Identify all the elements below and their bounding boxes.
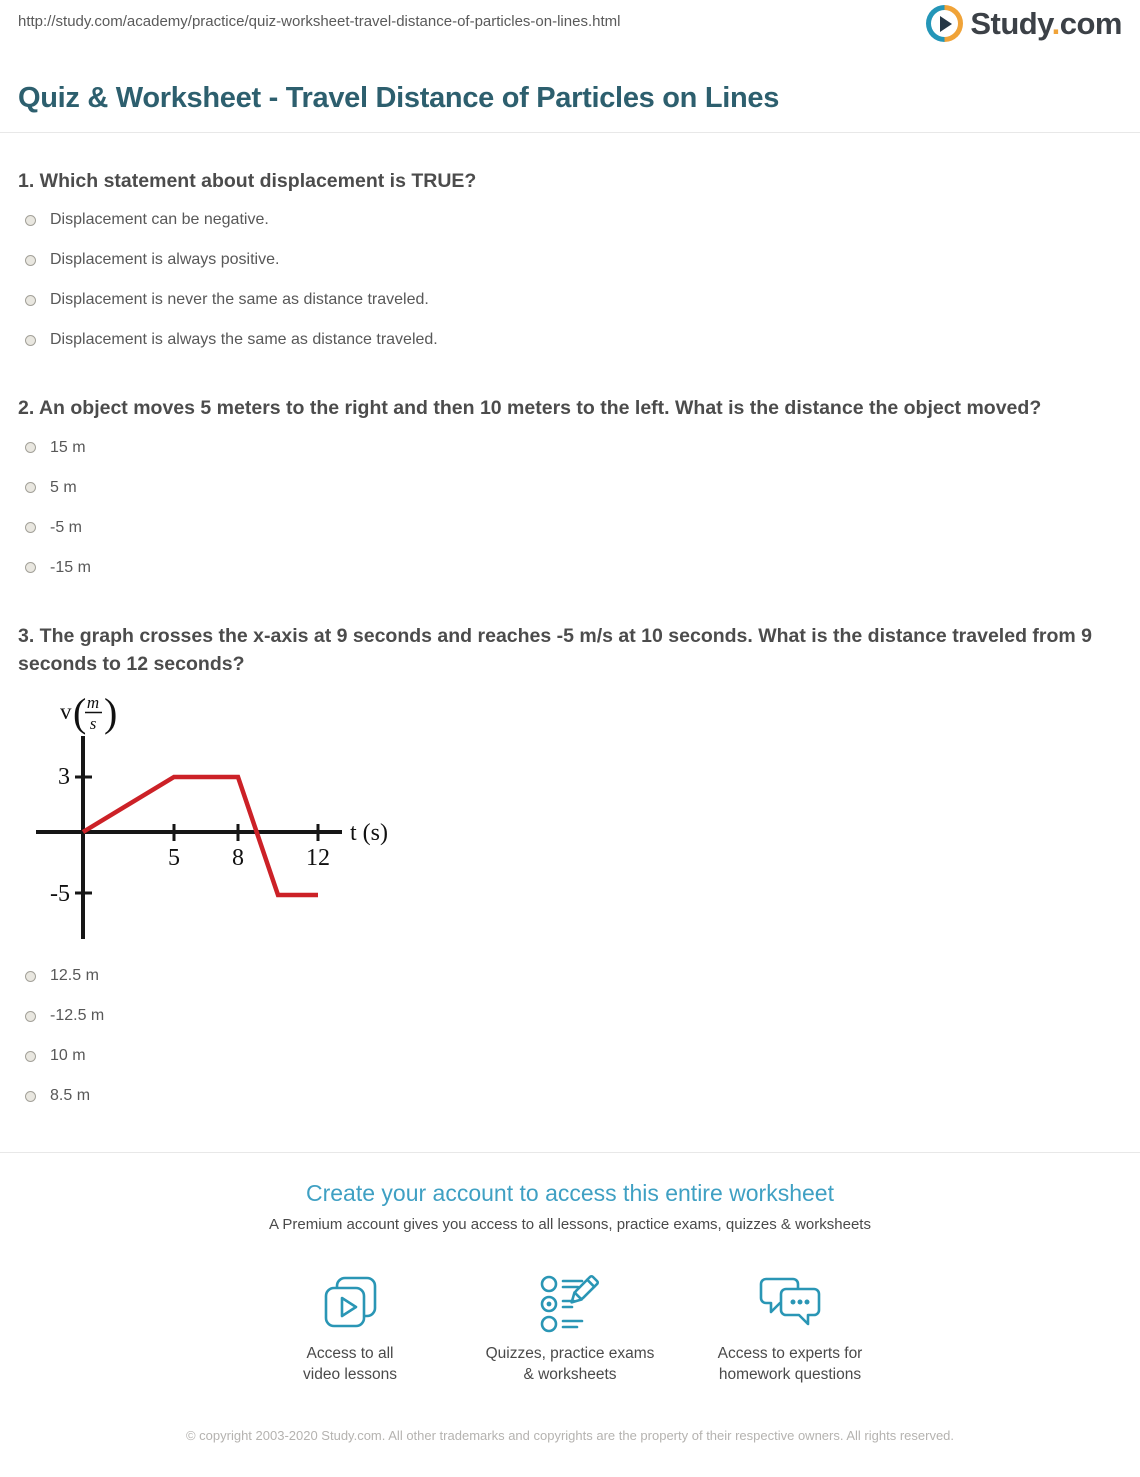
radio-button[interactable] bbox=[25, 1051, 36, 1062]
option-label: -15 m bbox=[50, 558, 91, 576]
radio-button[interactable] bbox=[25, 562, 36, 573]
copyright-notice: © copyright 2003-2020 Study.com. All other trademarks and copyrights are the property of their respective owners. All rights reserved. bbox=[185, 1427, 955, 1443]
feature-homework-experts bbox=[680, 1273, 900, 1386]
paren-open: ( bbox=[73, 690, 87, 736]
q2-answer-option-4[interactable] bbox=[18, 548, 1122, 588]
radio-button[interactable] bbox=[25, 295, 36, 306]
q2-answer-option-3[interactable] bbox=[18, 508, 1122, 548]
option-label: -12.5 m bbox=[50, 1007, 105, 1025]
option-label: Displacement can be negative. bbox=[50, 211, 269, 229]
option-label: Displacement is always positive. bbox=[50, 251, 280, 269]
q2-answer-option-2[interactable] bbox=[18, 468, 1122, 508]
option-label: 5 m bbox=[50, 478, 77, 496]
question-2 bbox=[18, 394, 1122, 587]
radio-button[interactable] bbox=[25, 482, 36, 493]
q3-answer-option-3[interactable] bbox=[18, 1036, 1122, 1076]
question-1-text: 1. Which statement about displacement is TRUE? bbox=[18, 170, 477, 192]
studycom-logo-icon bbox=[926, 5, 963, 42]
x-tick-label-8: 8 bbox=[232, 845, 244, 872]
feature-quizzes-worksheets bbox=[460, 1273, 680, 1386]
feature-label: Access to experts for homework questions bbox=[717, 1345, 863, 1383]
q3-answer-option-1[interactable] bbox=[18, 956, 1122, 996]
radio-button[interactable] bbox=[25, 1011, 36, 1022]
radio-button[interactable] bbox=[25, 971, 36, 982]
x-tick-label-5: 5 bbox=[168, 845, 180, 872]
feature-label: Access to all video lessons bbox=[303, 1345, 397, 1383]
x-axis-label: t (s) bbox=[350, 820, 388, 847]
question-1 bbox=[18, 167, 1122, 360]
q2-answer-option-1[interactable] bbox=[18, 428, 1122, 468]
q1-answer-option-3[interactable] bbox=[18, 280, 1122, 320]
chat-experts-icon bbox=[755, 1273, 825, 1333]
y-tick-label-neg5: -5 bbox=[50, 881, 70, 908]
q1-answer-option-1[interactable] bbox=[18, 200, 1122, 240]
radio-button[interactable] bbox=[25, 255, 36, 266]
option-label: 15 m bbox=[50, 438, 86, 456]
velocity-time-graph bbox=[26, 683, 1122, 950]
studycom-logo-text: Study.com bbox=[970, 5, 1122, 41]
y-tick-label-3: 3 bbox=[58, 764, 70, 791]
cta-section bbox=[0, 1153, 1140, 1386]
y-axis-label-numerator: m bbox=[86, 693, 100, 713]
option-label: 10 m bbox=[50, 1047, 86, 1065]
velocity-time-graph-svg bbox=[26, 683, 406, 945]
studycom-logo[interactable] bbox=[926, 5, 1122, 42]
video-lessons-icon bbox=[318, 1273, 382, 1333]
q1-answer-option-4[interactable] bbox=[18, 320, 1122, 360]
feature-video-lessons bbox=[240, 1273, 460, 1386]
play-icon bbox=[940, 16, 952, 32]
cta-title: Create your account to access this entire worksheet bbox=[306, 1180, 834, 1207]
y-axis-label-denominator: s bbox=[89, 714, 97, 734]
option-label: -5 m bbox=[50, 518, 82, 536]
question-3 bbox=[18, 622, 1122, 1117]
radio-button[interactable] bbox=[25, 442, 36, 453]
page-url: http://study.com/academy/practice/quiz-worksheet-travel-distance-of-particles-on-lines.html bbox=[18, 13, 621, 30]
option-label: 12.5 m bbox=[50, 967, 99, 985]
x-tick-label-12: 12 bbox=[306, 845, 330, 872]
option-label: Displacement is always the same as distance traveled. bbox=[50, 331, 438, 349]
page-title: Quiz & Worksheet - Travel Distance of Particles on Lines bbox=[18, 82, 780, 114]
velocity-line bbox=[83, 777, 318, 895]
q3-answer-option-2[interactable] bbox=[18, 996, 1122, 1036]
feature-label: Quizzes, practice exams & worksheets bbox=[485, 1345, 655, 1383]
q1-answer-option-2[interactable] bbox=[18, 240, 1122, 280]
option-label: 8.5 m bbox=[50, 1087, 91, 1105]
page-header bbox=[0, 0, 1140, 56]
features-row bbox=[0, 1273, 1140, 1386]
radio-button[interactable] bbox=[25, 522, 36, 533]
quiz-pencil-icon bbox=[537, 1273, 603, 1333]
question-3-text: 3. The graph crosses the x-axis at 9 seconds and reaches -5 m/s at 10 seconds. What is the distance traveled from 9 seconds to 12 seconds? bbox=[18, 624, 1092, 675]
paren-close: ) bbox=[104, 690, 118, 736]
title-divider bbox=[0, 132, 1140, 133]
question-2-text: 2. An object moves 5 meters to the right and then 10 meters to the left. What is the distance the object moved? bbox=[18, 397, 1042, 420]
option-label: Displacement is never the same as distance traveled. bbox=[50, 291, 429, 309]
radio-button[interactable] bbox=[25, 335, 36, 346]
radio-button[interactable] bbox=[25, 1091, 36, 1102]
q3-answer-option-4[interactable] bbox=[18, 1076, 1122, 1116]
radio-button[interactable] bbox=[25, 215, 36, 226]
cta-subtitle: A Premium account gives you access to all lessons, practice exams, quizzes & worksheets bbox=[269, 1216, 871, 1234]
y-axis-label-v: v bbox=[60, 699, 72, 725]
